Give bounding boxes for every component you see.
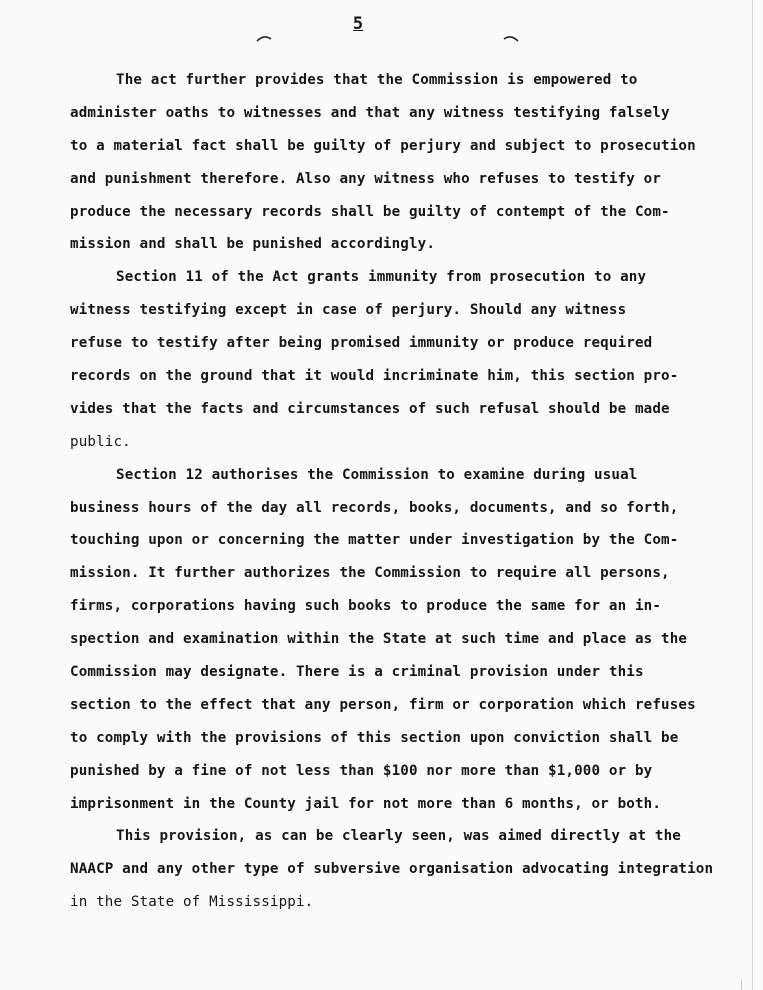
text-line: public. [70, 433, 131, 450]
paragraph-section-11 [70, 261, 730, 458]
text-line: and punishment therefore. Also any witness who refuses to testify or [70, 170, 662, 187]
text-line: The act further provides that the Commission is empowered to [116, 72, 638, 88]
text-line: Commission may designate. There is a criminal provision under this [70, 664, 644, 681]
text-line: records on the ground that it would incriminate him, this section pro- [70, 368, 679, 385]
text-line: imprisonment in the County jail for not more than 6 months, or both. [70, 795, 662, 812]
page-edge-line [741, 980, 742, 990]
text-line: Section 12 authorises the Commission to examine during usual [116, 466, 638, 483]
paragraph-conclusion [70, 820, 730, 919]
document-body [70, 64, 730, 919]
text-line: administer oaths to witnesses and that any witness testifying falsely [70, 104, 670, 121]
text-line: NAACP and any other type of subversive organisation advocating integration [70, 861, 714, 878]
text-line: section to the effect that any person, firm or corporation which refuses [70, 696, 696, 713]
text-line: mission and shall be punished accordingly. [70, 236, 436, 253]
text-line: in the State of Mississippi. [70, 894, 314, 911]
text-line: business hours of the day all records, books, documents, and so forth, [70, 499, 679, 516]
text-line: firms, corporations having such books to produce the same for an in- [70, 598, 662, 615]
paragraph-powers [70, 64, 730, 261]
text-line: This provision, as can be clearly seen, was aimed directly at the [116, 828, 681, 845]
page-number: 5 [352, 14, 364, 34]
text-line: to a material fact shall be guilty of perjury and subject to prosecution [70, 137, 696, 154]
text-line: to comply with the provisions of this section upon conviction shall be [70, 729, 679, 746]
text-line: Section 11 of the Act grants immunity from prosecution to any [116, 269, 647, 286]
text-line: refuse to testify after being promised immunity or produce required [70, 335, 653, 352]
text-line: touching upon or concerning the matter under investigation by the Com- [70, 532, 679, 549]
text-line: witness testifying except in case of perjury. Should any witness [70, 302, 627, 319]
text-line: punished by a fine of not less than $100 nor more than $1,000 or by [70, 762, 653, 779]
text-line: mission. It further authorizes the Commission to require all persons, [70, 565, 670, 582]
text-line: spection and examination within the State at such time and place as the [70, 631, 688, 648]
text-line: produce the necessary records shall be guilty of contempt of the Com- [70, 203, 670, 220]
text-line: vides that the facts and circumstances of such refusal should be made [70, 400, 670, 417]
paragraph-section-12 [70, 459, 730, 821]
page-edge-line [752, 0, 753, 990]
hole-punch-mark-right [503, 34, 519, 42]
hole-punch-mark-left [256, 34, 272, 42]
